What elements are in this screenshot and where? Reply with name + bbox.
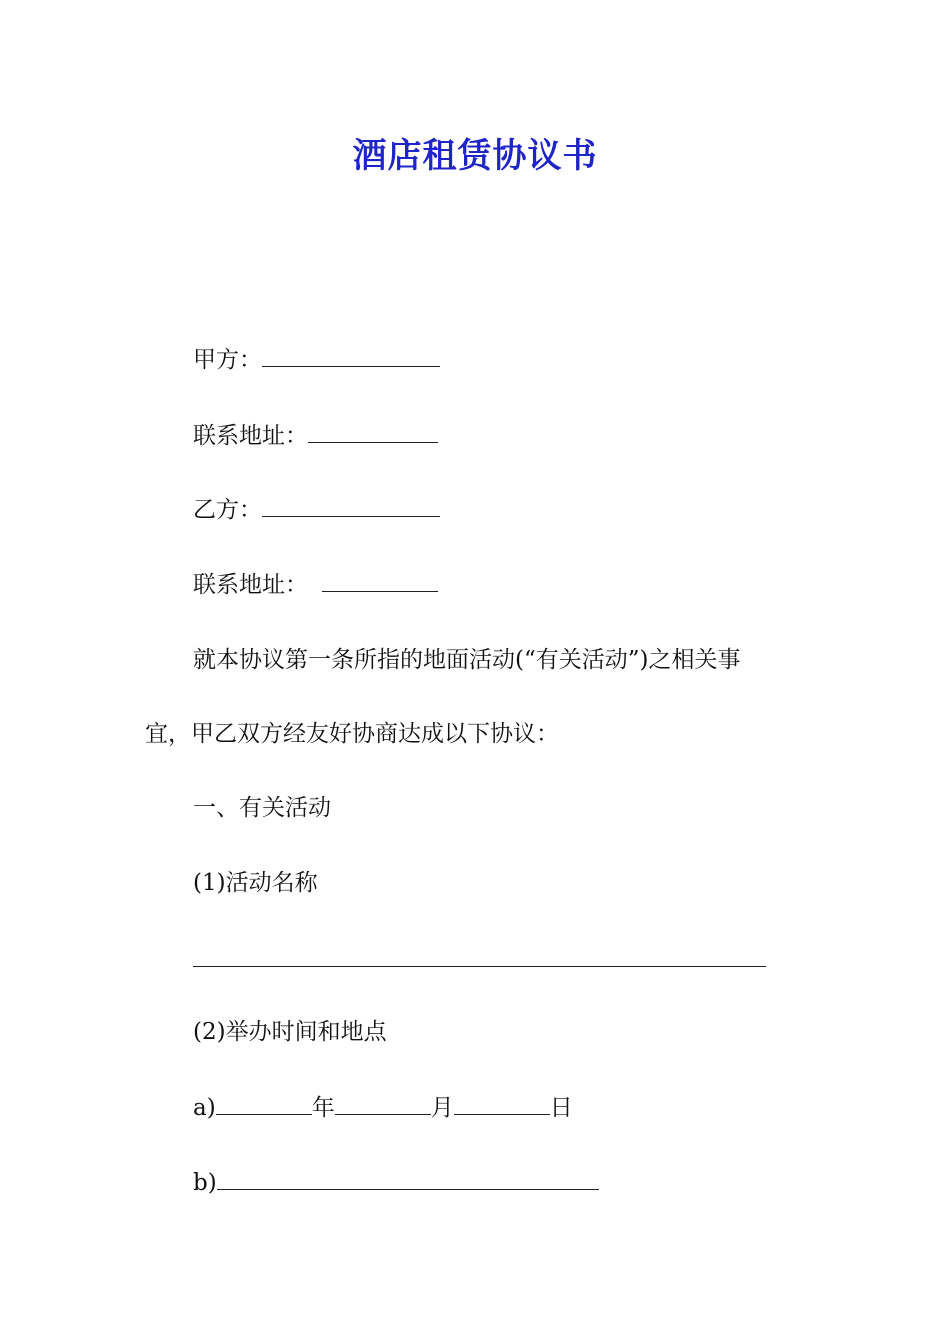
day-field[interactable] — [454, 1092, 550, 1115]
year-label: 年 — [311, 1095, 335, 1121]
day-label: 日 — [549, 1095, 573, 1121]
party-b-line — [193, 494, 440, 525]
intro-paragraph-line2: 宜，甲乙双方经友好协商达成以下协议： — [145, 721, 559, 747]
month-label: 月 — [430, 1095, 454, 1121]
party-b-address-line — [193, 569, 438, 600]
party-a-label: 甲方： — [193, 347, 262, 373]
party-a-address-line — [193, 420, 438, 451]
party-b-address-label: 联系地址： — [193, 572, 308, 598]
document-title: 酒店租赁协议书 — [352, 136, 598, 176]
place-field[interactable] — [217, 1167, 599, 1190]
intro-paragraph-line1: 就本协议第一条所指的地面活动(“有关活动”)之相关事 — [193, 647, 741, 673]
party-a-line — [193, 344, 440, 375]
date-line — [193, 1092, 573, 1123]
item-time-place-label: (2)举办时间和地点 — [193, 1019, 387, 1045]
month-field[interactable] — [335, 1092, 431, 1115]
item-a-prefix: a) — [193, 1095, 216, 1121]
party-a-address-field[interactable] — [308, 420, 438, 443]
year-field[interactable] — [216, 1092, 312, 1115]
item-b-prefix: b) — [193, 1170, 217, 1196]
activity-name-field[interactable] — [193, 966, 766, 967]
party-b-label: 乙方： — [193, 497, 262, 523]
party-a-address-label: 联系地址： — [193, 423, 308, 449]
party-b-address-field[interactable] — [322, 569, 438, 592]
item-activity-name-label: (1)活动名称 — [193, 870, 318, 896]
party-b-field[interactable] — [262, 494, 440, 517]
party-a-field[interactable] — [262, 344, 440, 367]
section-heading: 一、有关活动 — [193, 795, 331, 821]
place-line — [193, 1167, 599, 1198]
